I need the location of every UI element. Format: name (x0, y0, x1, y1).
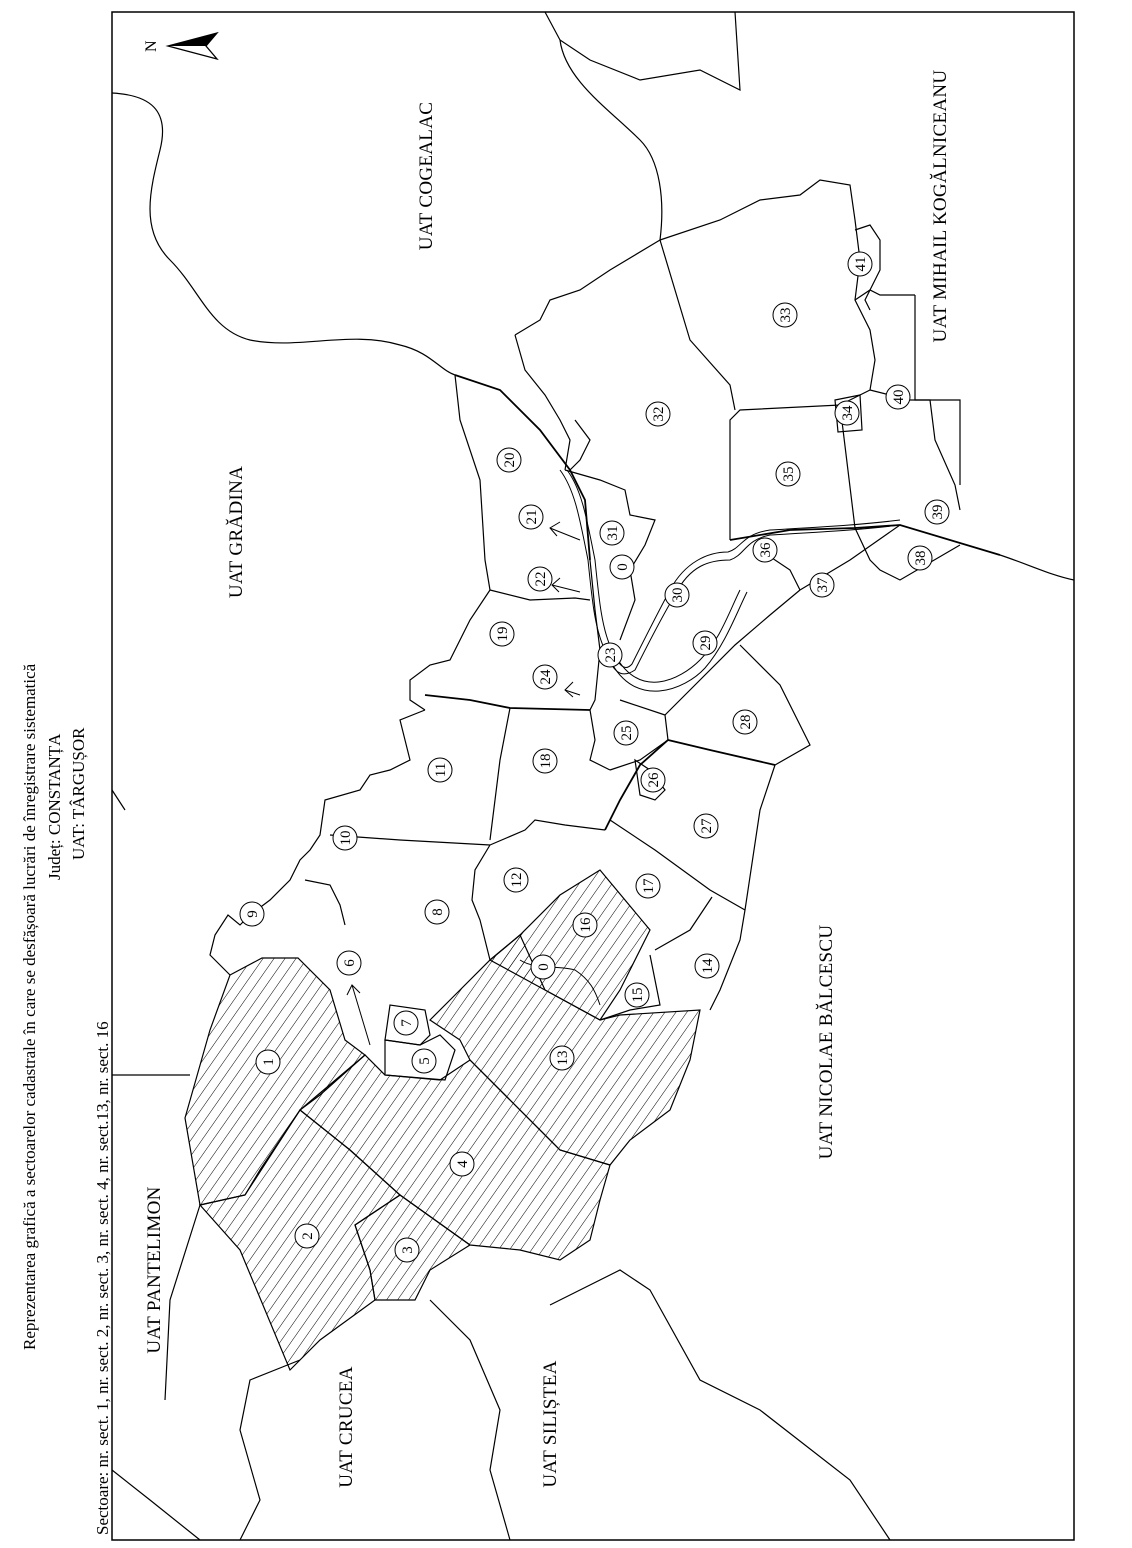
sector-marker[interactable] (497, 448, 521, 472)
sector-marker[interactable] (412, 1049, 436, 1073)
sector-marker[interactable] (625, 983, 649, 1007)
sector-number: 26 (646, 772, 662, 788)
sector-marker[interactable] (256, 1050, 280, 1074)
sector-marker[interactable] (693, 631, 717, 655)
sector-number: 38 (913, 550, 929, 566)
highlighted-sectors (185, 870, 700, 1370)
header-line-1: Reprezentarea grafică a sectoarelor cadastrale în care se desfășoară lucrări de înregistrare sistematică (20, 663, 39, 1350)
sector-number: 3 (400, 1246, 416, 1254)
uat-nicolae-balcescu-label: UAT NICOLAE BĂLCESCU (816, 924, 837, 1160)
sector-number: 31 (605, 525, 621, 541)
sector-number: 18 (538, 753, 554, 769)
header-line-4: Sectoare: nr. sect. 1, nr. sect. 2, nr. sect. 3, nr. sect. 4, nr. sect.13, nr. sect. 16 (93, 1021, 112, 1535)
sector-number: 11 (433, 762, 449, 778)
sector-number: 0 (536, 963, 552, 971)
sector-number: 28 (738, 714, 754, 730)
north-label: N (143, 40, 160, 52)
sector-marker[interactable] (848, 252, 872, 276)
sector-number: 36 (758, 542, 774, 558)
sector-number: 34 (840, 405, 856, 421)
sector-number: 17 (641, 878, 657, 894)
sector-marker[interactable] (240, 902, 264, 926)
sector-marker[interactable] (695, 954, 719, 978)
uat-mihail-kogalniceanu-label: UAT MIHAIL KOGĂLNICEANU (930, 69, 951, 343)
sector-marker[interactable] (533, 749, 557, 773)
sector-marker[interactable] (776, 462, 800, 486)
sector-number: 33 (778, 307, 794, 323)
sector-marker[interactable] (835, 401, 859, 425)
sector-marker[interactable] (533, 665, 557, 689)
sector-number: 6 (342, 959, 358, 967)
sector-number: 32 (651, 406, 667, 422)
sector-marker[interactable] (490, 622, 514, 646)
sector-marker[interactable] (600, 521, 624, 545)
north-arrow-icon (143, 33, 217, 59)
sector-marker[interactable] (636, 874, 660, 898)
sector-marker[interactable] (641, 768, 665, 792)
sector-marker[interactable] (614, 721, 638, 745)
uat-cogealac-label: UAT COGEALAC (416, 101, 437, 251)
sector-number: 7 (399, 1019, 415, 1027)
sector-marker[interactable] (908, 546, 932, 570)
sector-number: 21 (524, 509, 540, 525)
sector-number: 19 (495, 626, 511, 642)
sector-number: 12 (509, 872, 525, 888)
sector-number: 37 (815, 577, 831, 593)
sector-number: 8 (430, 908, 446, 916)
uat-crucea-label: UAT CRUCEA (336, 1366, 357, 1488)
sector-marker[interactable] (333, 826, 357, 850)
uat-gradina-label: UAT GRĂDINA (226, 465, 247, 599)
sector-marker[interactable] (598, 643, 622, 667)
sector-marker[interactable] (337, 951, 361, 975)
sector-number: 23 (603, 647, 619, 663)
sector-marker[interactable] (753, 538, 777, 562)
sector-number: 5 (417, 1057, 433, 1065)
sector-marker[interactable] (773, 303, 797, 327)
sector-marker[interactable] (573, 913, 597, 937)
sector-marker[interactable] (428, 758, 452, 782)
uat-silistea-label: UAT SILIȘTEA (540, 1360, 561, 1488)
sector-number: 35 (781, 466, 797, 482)
sector-marker[interactable] (531, 955, 555, 979)
sector-marker[interactable] (610, 555, 634, 579)
sector-number: 4 (455, 1160, 471, 1168)
sector-number: 10 (338, 830, 354, 846)
sector-marker[interactable] (646, 402, 670, 426)
header-line-3: UAT: TÂRGUȘOR (69, 727, 88, 860)
sector-marker[interactable] (519, 505, 543, 529)
sector-number: 40 (891, 389, 907, 405)
sector-number: 14 (700, 958, 716, 974)
sector-marker[interactable] (925, 500, 949, 524)
sector-number: 29 (698, 635, 714, 651)
sector-number: 25 (619, 725, 635, 741)
uat-pantelimon-label: UAT PANTELIMON (144, 1186, 165, 1354)
sector-marker[interactable] (528, 567, 552, 591)
sector-number: 15 (630, 987, 646, 1003)
sector-number: 0 (615, 563, 631, 571)
sector-marker[interactable] (504, 868, 528, 892)
sector-marker[interactable] (886, 385, 910, 409)
sector-marker[interactable] (550, 1046, 574, 1070)
sector-number: 16 (578, 917, 594, 933)
sector-number: 1 (261, 1058, 277, 1066)
sector-number: 27 (699, 818, 715, 834)
sector-marker[interactable] (395, 1238, 419, 1262)
sector-marker[interactable] (295, 1224, 319, 1248)
sector-number: 20 (502, 452, 518, 468)
sector-number: 30 (670, 587, 686, 603)
sector-marker[interactable] (733, 710, 757, 734)
sector-marker[interactable] (450, 1152, 474, 1176)
sector-number: 39 (930, 504, 946, 520)
map-header (20, 663, 112, 1535)
sector-marker[interactable] (810, 573, 834, 597)
sector-marker[interactable] (694, 814, 718, 838)
sector-number: 22 (533, 571, 549, 587)
sector-number: 24 (538, 669, 554, 685)
sector-number: 2 (300, 1232, 316, 1240)
sector-number: 9 (245, 910, 261, 918)
sector-marker[interactable] (394, 1011, 418, 1035)
sector-marker[interactable] (425, 900, 449, 924)
sector-number: 13 (555, 1050, 571, 1066)
header-line-2: Județ: CONSTANȚA (45, 733, 64, 880)
sector-number: 41 (853, 256, 869, 272)
sector-marker[interactable] (665, 583, 689, 607)
